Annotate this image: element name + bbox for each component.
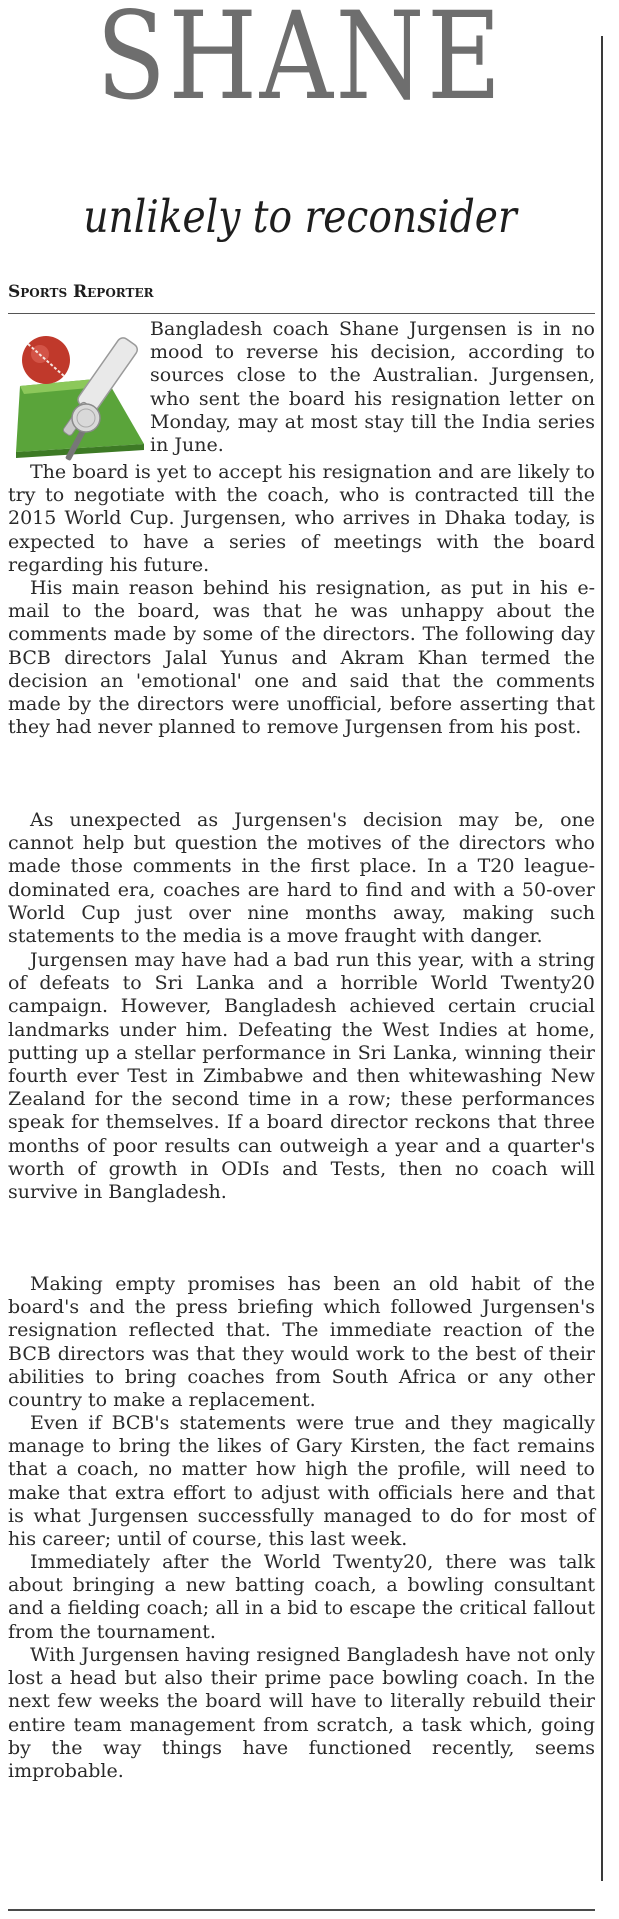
paragraph-1: Bangladesh coach Shane Jurgensen is in no mood to reverse his decision, according to sources close to the Australian. Jurgensen, who sent the board his resignation letter on Monday, may at most stay till the India series in June. (150, 318, 595, 457)
cricket-graphic-icon (6, 326, 146, 471)
column-rule (601, 36, 603, 1881)
paragraph-7: Even if BCB's statements were true and they magically manage to bring the likes of Gary Kirsten, the fact remains that a coach, no matter how high the profile, will need to make that extra effort to adjust with officials here and that is what Jurgensen successfully managed to do for most of his career; until of course, this last week. (8, 1412, 595, 1551)
paragraph-5: Jurgensen may have had a bad run this year, with a string of defeats to Sri Lanka and a horrible World Twenty20 campaign. However, Bangladesh achieved certain crucial landmarks under him. Defeating the West Indies at home, putting up a stellar performance in Sri Lanka, winning their fourth ever Test in Zimbabwe and then whitewashing New Zealand for the second time in a row; these performances speak for themselves. If a board director reckons that three months of poor results can outweigh a year and a quarter's worth of growth in ODIs and Tests, then no coach will survive in Bangladesh. (8, 949, 595, 1204)
paragraph-3: His main reason behind his resignation, as put in his e-mail to the board, was that he was unhappy about the comments made by some of the directors. The following day BCB directors Jalal Yunus and Akram Khan termed the decision an 'emotional' one and said that the comments made by the directors were unofficial, before asserting that they had never planned to remove Jurgensen from his post. (8, 577, 595, 739)
subheadline: unlikely to reconsider (83, 190, 517, 243)
headline: SHANE (96, 0, 504, 127)
cricket-ball-icon (22, 336, 70, 384)
byline-text: Sports Reporter (8, 282, 154, 302)
byline-divider (8, 313, 595, 314)
byline (8, 282, 154, 302)
paragraph-2: The board is yet to accept his resignation and are likely to try to negotiate with the coach, who is contracted till the 2015 World Cup. Jurgensen, who arrives in Dhaka today, is expected to have a series of meetings with the board regarding his future. (8, 461, 595, 576)
paragraph-4: As unexpected as Jurgensen's decision may be, one cannot help but question the motives of the directors who made those comments in the first place. In a T20 league-dominated era, coaches are hard to find and with a 50-over World Cup just over nine months away, making such statements to the media is a move fraught with danger. (8, 809, 595, 948)
paragraph-6: Making empty promises has been an old habit of the board's and the press briefing which followed Jurgensen's resignation reflected that. The immediate reaction of the BCB directors was that they would work to the best of their abilities to bring coaches from South Africa or any other country to make a replacement. (8, 1273, 595, 1412)
bottom-divider (8, 1909, 595, 1911)
paragraph-8: Immediately after the World Twenty20, there was talk about bringing a new batting coach, a bowling consultant and a fielding coach; all in a bid to escape the critical fallout from the tournament. (8, 1551, 595, 1643)
paragraph-9: With Jurgensen having resigned Bangladesh have not only lost a head but also their prime pace bowling coach. In the next few weeks the board will have to literally rebuild their entire team management from scratch, a task which, going by the way things have functioned recently, seems improbable. (8, 1644, 595, 1783)
